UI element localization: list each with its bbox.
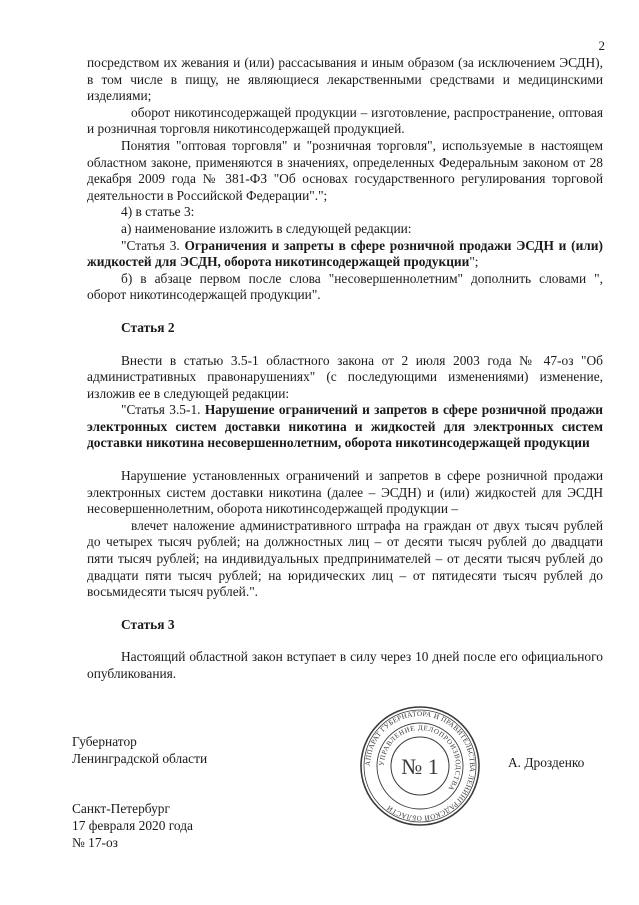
paragraph: "Статья 3.5-1. Нарушение ограничений и запретов в сфере розничной продажи электронных систем доставки никотина и жидкостей для электронных систем доставки никотина несовершеннолетним, оборота никотинсодержащей продукции	[87, 402, 604, 451]
paragraph: 4) в статье 3:	[121, 204, 195, 220]
signer-name: А. Дрозденко	[508, 755, 585, 770]
official-seal-icon	[358, 704, 482, 828]
paragraph: посредством их жевания и (или) рассасывания и иным образом (за исключением ЭСДН), в том числе в пищу, не являющиеся лекарственными средствами и медицинскими изделиями;	[87, 55, 603, 104]
paragraph: Нарушение установленных ограничений и запретов в сфере розничной продажи электронных систем доставки никотина (далее – ЭСДН) и (или) жидкостей для ЭСДН несовершеннолетним, оборота никотинсодержащей продукции –	[87, 468, 603, 517]
article-heading: Статья 2	[121, 319, 175, 335]
svg-text:АППАРАТ ГУБЕРНАТОРА И ПРАВИТЕЛ: АППАРАТ ГУБЕРНАТОРА И ПРАВИТЕЛЬСТВА ЛЕНИНГРАДСКОЙ ОБЛАСТИ	[363, 709, 477, 823]
article-heading: Статья 3	[121, 616, 175, 632]
paragraph: Понятия "оптовая торговля" и "розничная торговля", используемые в настоящем областном законе, применяются в значениях, определенных Федеральным законом от 28 декабря 2009 года № 381-ФЗ "Об основах государственного регулирования торговой деятельности в Российской Федерации".";	[87, 137, 603, 203]
paragraph: "Статья 3. Ограничения и запреты в сфере розничной продажи ЭСДН и (или) жидкостей для ЭСДН, оборота никотинсодержащей продукции";	[87, 237, 603, 270]
paragraph: оборот никотинсодержащей продукции – изготовление, распространение, оптовая и розничная торговля никотинсодержащей продукцией.	[87, 104, 603, 137]
page-number: 2	[598, 38, 605, 53]
place-date-number: Санкт-Петербург 17 февраля 2020 года № 17-оз	[72, 801, 193, 850]
svg-text:УПРАВЛЕНИЕ ДЕЛОПРОИЗВОДСТВА: УПРАВЛЕНИЕ ДЕЛОПРОИЗВОДСТВА	[377, 723, 463, 793]
paragraph: Настоящий областной закон вступает в силу через 10 дней после его официального опубликования.	[87, 649, 603, 681]
signature-title: Губернатор Ленинградской области	[72, 734, 208, 766]
document-body	[87, 55, 603, 683]
paragraph: Внести в статью 3.5-1 областного закона от 2 июля 2003 года № 47-оз "Об административных правонарушениях" (с последующими изменениями) изменение, изложив ее в следующей редакции:	[87, 352, 603, 401]
svg-text:№ 1: № 1	[401, 754, 439, 779]
paragraph: а) наименование изложить в следующей редакции:	[121, 220, 412, 236]
paragraph: б) в абзаце первом после слова "несовершеннолетним" дополнить словами ", оборот никотинсодержащей продукции".	[87, 270, 603, 303]
paragraph: влечет наложение административного штрафа на граждан от двух тысяч рублей до четырех тысяч рублей; на должностных лиц – от десяти тысяч рублей до двадцати пяти тысяч рублей; на индивидуальных предпринимателей – от десяти тысяч рублей до двадцати пяти тысяч рублей; на юридических лиц – от пятидесяти тысяч рублей до восьмидесяти тысяч рублей.".	[87, 517, 603, 600]
